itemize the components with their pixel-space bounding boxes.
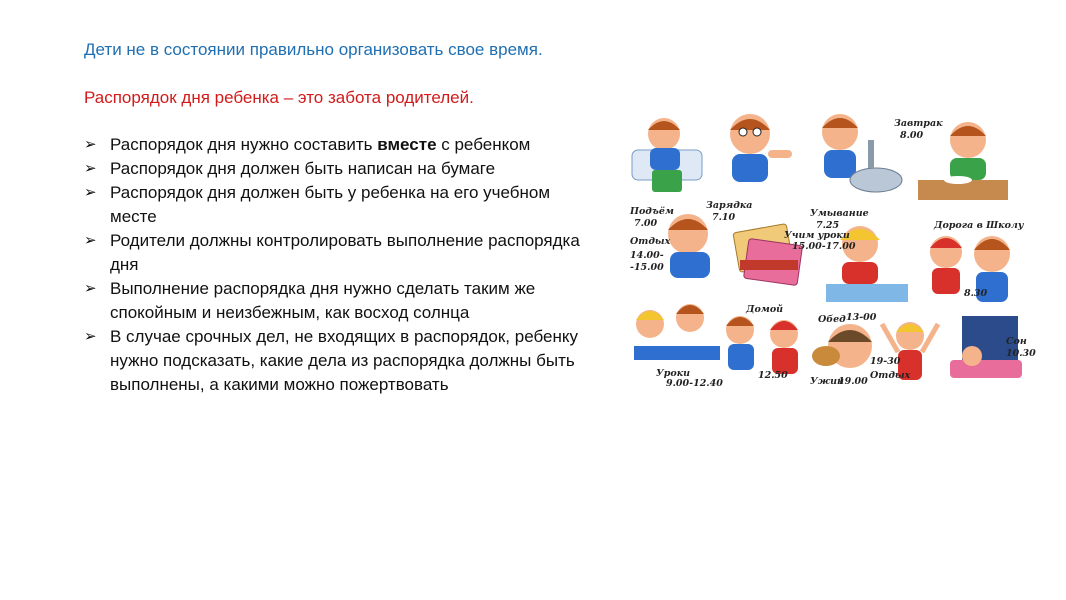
label-zavtrak-time: 8.00	[900, 130, 924, 141]
kid-exercise-figure	[730, 114, 792, 182]
arrow-bullet-icon: ➢	[84, 184, 97, 201]
label-otdyh2-time: 19-30	[870, 356, 901, 367]
bullet-text: В случае срочных дел, не входящих в распорядок, ребенку нужно подсказать, какие дела из распорядка должны быть выполнены, а какими можно пожертвовать	[110, 327, 578, 394]
kid-wake-up-figure	[632, 118, 702, 192]
bullet-item	[84, 181, 584, 229]
intro-line: Дети не в состоянии правильно организовать свое время.	[84, 40, 543, 59]
bullet-text-bold: вместе	[377, 135, 437, 154]
kid-sleep-figure	[950, 316, 1022, 378]
label-uchim-time: 15.00-17.00	[792, 241, 856, 252]
bullet-item	[84, 277, 584, 325]
bullet-item	[84, 229, 584, 277]
label-obed-time: 13-00	[846, 312, 877, 323]
arrow-bullet-icon: ➢	[84, 160, 97, 177]
bullet-text: Родители должны контролировать выполнение распорядка дня	[110, 231, 580, 274]
label-domoy-time: 12.50	[758, 370, 788, 381]
bullet-item	[84, 133, 584, 157]
arrow-bullet-icon: ➢	[84, 328, 97, 345]
label-podiem-time: 7.00	[634, 218, 658, 229]
label-podiem: Подъём	[630, 206, 674, 217]
daily-schedule-illustration	[628, 110, 1036, 392]
label-otdyh1-time-a: 14.00-	[630, 250, 664, 261]
kid-breakfast-figure	[918, 122, 1008, 200]
kid-rest-figure	[668, 214, 710, 278]
kids-lessons-figure	[634, 304, 720, 360]
schedule-collage-svg	[628, 110, 1036, 392]
label-obed: Обед	[818, 314, 846, 325]
bullet-text: Выполнение распорядка дня нужно сделать таким же спокойным и неизбежным, как восход солнца	[110, 279, 536, 322]
label-uzhin-time: 19.00	[838, 376, 868, 387]
label-uchim: Учим уроки	[784, 230, 850, 241]
label-zaryadka-time: 7.10	[712, 212, 736, 223]
kid-dinner-figure	[812, 324, 872, 368]
arrow-bullet-icon: ➢	[84, 136, 97, 153]
label-umyvanie-time: 7.25	[816, 220, 840, 231]
bullet-text-before: Распорядок дня нужно составить	[110, 135, 378, 154]
kids-going-home-figure	[726, 316, 798, 374]
arrow-bullet-icon: ➢	[84, 280, 97, 297]
heading-line: Распорядок дня ребенка – это забота родителей.	[84, 88, 474, 107]
bullet-text-after: с ребенком	[436, 135, 531, 154]
label-son: Сон	[1006, 336, 1027, 347]
label-domoy: Домой	[746, 304, 784, 315]
bullet-item	[84, 157, 584, 181]
label-otdyh1-time-b: -15.00	[630, 262, 664, 273]
arrow-bullet-icon: ➢	[84, 232, 97, 249]
label-otdyh1: Отдых	[630, 236, 671, 247]
bullet-text: Распорядок дня должен быть написан на бумаге	[110, 159, 496, 178]
label-otdyh2: Отдых	[870, 370, 911, 381]
label-doroga-time: 8.30	[964, 288, 988, 299]
label-uroki: Уроки	[656, 368, 691, 379]
label-zaryadka: Зарядка	[706, 200, 753, 211]
label-doroga: Дорога в Школу	[934, 220, 1024, 231]
label-umyvanie: Умывание	[810, 208, 869, 219]
bullet-item	[84, 325, 584, 397]
label-son-time: 10.30	[1006, 348, 1036, 359]
bullet-text: Распорядок дня должен быть у ребенка на его учебном месте	[110, 183, 551, 226]
label-uzhin: Ужин	[810, 376, 844, 387]
kid-washing-figure	[822, 114, 902, 192]
label-uroki-time: 9.00-12.40	[666, 378, 723, 389]
label-zavtrak: Завтрак	[894, 118, 943, 129]
bullet-list	[84, 133, 584, 397]
